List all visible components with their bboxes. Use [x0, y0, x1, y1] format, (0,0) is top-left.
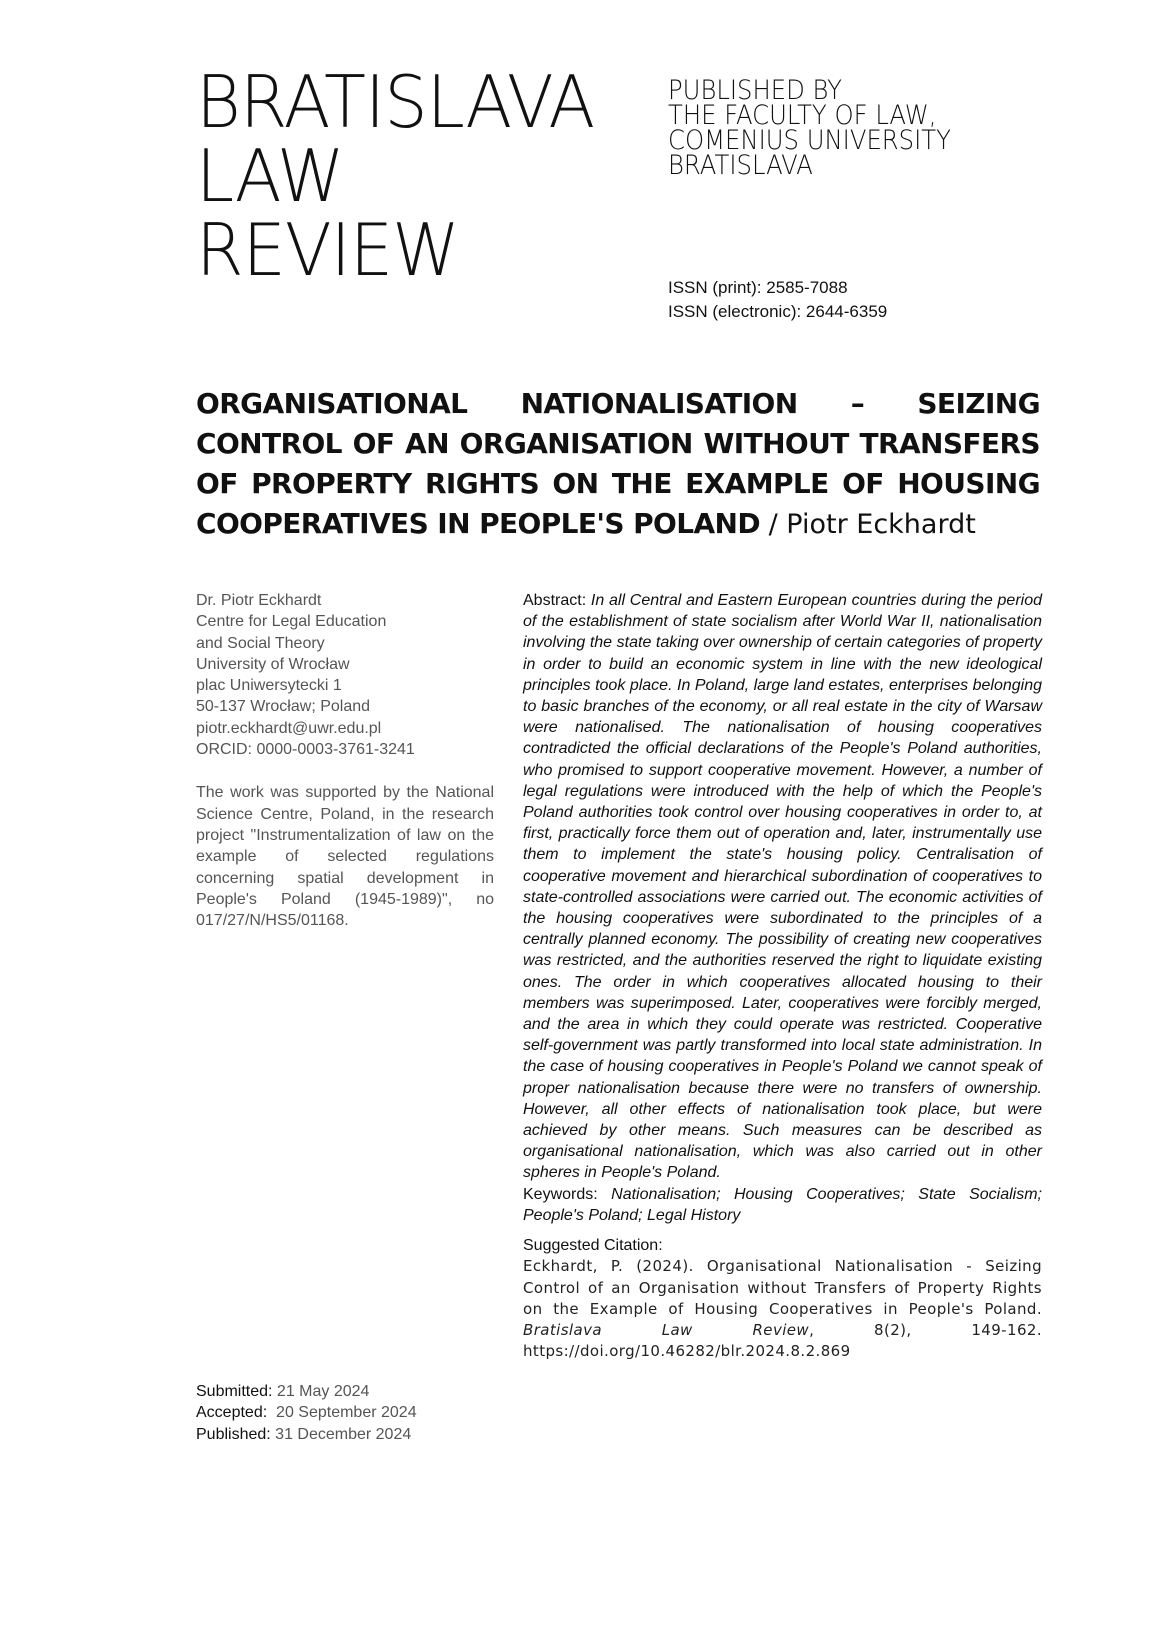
published-date-row: [196, 1424, 496, 1445]
article-dates: [196, 1381, 496, 1445]
author-affiliation: [196, 590, 494, 760]
keywords-label: Keywords:: [523, 1185, 598, 1203]
submitted-label: Submitted:: [196, 1383, 273, 1400]
abstract-text: In all Central and Eastern European countries during the period of the establishment of state socialism after World War II, nationalisation involving the state taking over ownership of certain categories of property in order to build an economic system in line with the new ideological principles took place. In Poland, large land estates, enterprises belonging to basic branches of the economy, or all real estate in the city of Warsaw were nationalised. The nationalisation of housing cooperatives contradicted the official declarations of the People's Poland authorities, who promised to support cooperative movement. However, a number of legal regulations were introduced with the help of which the People's Poland authorities took control over housing cooperatives in order to, at first, practically force them out of operation and, later, instrumentally use them to implement the state's housing policy. Centralisation of cooperative movement and hierarchical subordination of cooperatives to state-controlled associations were carried out. The economic activities of the housing cooperatives were subordinated to the principles of a centrally planned economy. The possibility of creating new cooperatives was restricted, and the authorities reserved the right to liquidate existing ones. The order in which cooperatives allocated housing to their members was superimposed. Later, cooperatives were forcibly merged, and the area in which they could operate was restricted. Cooperative self-government was partly transformed into local state administration. In the case of housing cooperatives in People's Poland we cannot speak of proper nationalisation because there were no transfers of ownership. However, all other effects of nationalisation took place, but were achieved by other means. Such measures can be described as organisational nationalisation, which was also carried out in other spheres in People's Poland.: [523, 592, 1042, 1182]
suggested-citation: [523, 1256, 1042, 1362]
affiliation-street: plac Uniwersytecki 1: [196, 677, 342, 695]
issn-print: ISSN (print): 2585-7088: [668, 278, 848, 297]
affiliation-centre-cont: and Social Theory: [196, 634, 325, 652]
logo-line-3: REVIEW: [196, 208, 459, 292]
affiliation-name: Dr. Piotr Eckhardt: [196, 592, 322, 609]
publisher-line-3: COMENIUS UNIVERSITY: [668, 125, 951, 156]
publisher-line-1: PUBLISHED BY: [668, 75, 842, 106]
publisher-line-2: THE FACULTY OF LAW,: [668, 100, 937, 131]
affiliation-city: 50-137 Wrocław; Poland: [196, 698, 371, 716]
author-email[interactable]: piotr.eckhardt@uwr.edu.pl: [196, 719, 382, 737]
citation-before: Eckhardt, P. (2024). Organisational Nationalisation - Seizing Control of an Organisation without Transfers of Property Rights on the Example of Housing Cooperatives in People's Poland.: [523, 1257, 1042, 1318]
funding-note: The work was supported by the National Science Centre, Poland, in the research project "Instrumentalization of law on the example of selected regulations concerning spatial development in People's Poland (1945-1989)", no 017/27/N/HS5/01168.: [196, 784, 494, 930]
abstract-column: [523, 590, 1042, 1362]
submitted-date-row: [196, 1381, 496, 1402]
issn-block: [668, 276, 887, 324]
article-title: [196, 384, 1040, 545]
publisher-block: [668, 75, 1046, 181]
title-author: / Piotr Eckhardt: [760, 509, 976, 540]
abstract: [523, 590, 1042, 1184]
accepted-value: 20 September 2024: [267, 1404, 417, 1422]
author-orcid: ORCID: 0000-0003-3761-3241: [196, 741, 415, 759]
logo-line-2: LAW: [196, 134, 344, 218]
published-label: Published:: [196, 1425, 271, 1443]
affiliation-centre: Centre for Legal Education: [196, 613, 387, 631]
citation-label: Suggested Citation:: [523, 1237, 663, 1255]
keywords-text: Nationalisation; Housing Cooperatives; State Socialism; People's Poland; Legal History: [523, 1185, 1042, 1224]
journal-logo: [196, 60, 616, 292]
published-value: 31 December 2024: [270, 1425, 412, 1443]
submitted-value: 21 May 2024: [272, 1383, 370, 1400]
logo-line-1: BRATISLAVA: [196, 60, 595, 144]
keywords: [523, 1184, 1042, 1226]
affiliation-university: University of Wrocław: [196, 655, 350, 673]
accepted-date-row: [196, 1402, 496, 1423]
article-title-text: ORGANISATIONAL NATIONALISATION – SEIZING CONTROL OF AN ORGANISATION WITHOUT TRANSFERS OF PROPERTY RIGHTS ON THE EXAMPLE OF HOUSING COOPERATIVES IN PEOPLE'S POLAND: [196, 387, 1040, 540]
abstract-label: Abstract:: [523, 592, 587, 609]
citation-journal: Bratislava Law Review: [523, 1320, 810, 1339]
citation-after[interactable]: , 8(2), 149-162. https://doi.org/10.46282/blr.2024.8.2.869: [523, 1320, 1042, 1361]
author-sidebar: [196, 590, 494, 931]
accepted-label: Accepted:: [196, 1404, 268, 1422]
publisher-line-4: BRATISLAVA: [668, 150, 813, 181]
issn-electronic: ISSN (electronic): 2644-6359: [668, 302, 888, 321]
